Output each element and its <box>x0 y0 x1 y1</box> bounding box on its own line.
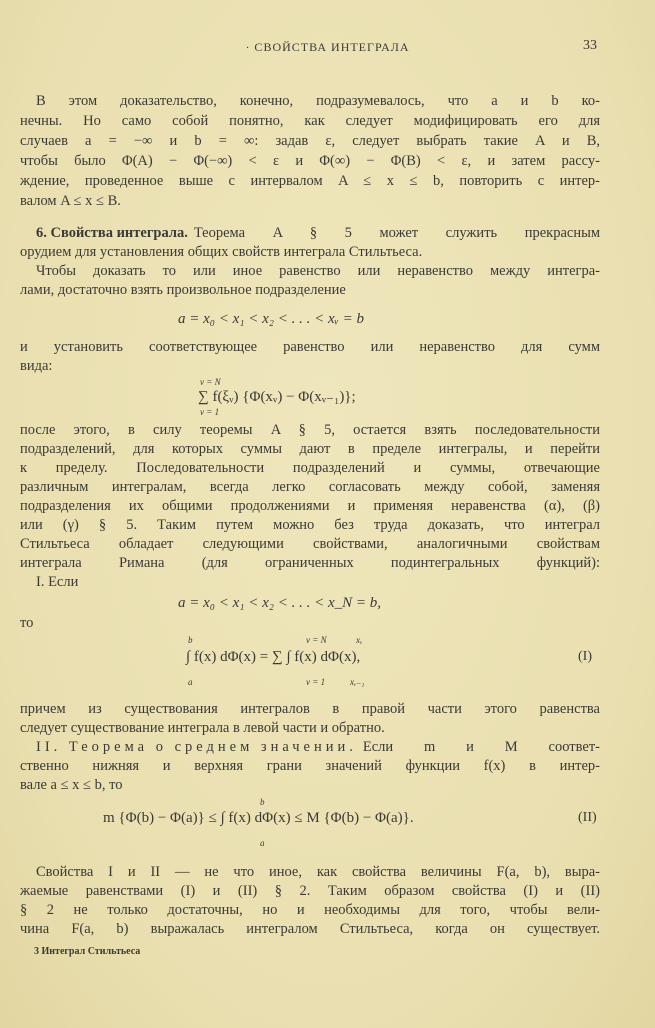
integral-lower-limit: a <box>260 838 265 848</box>
text-line: причем из существования интегралов в правой части этого равенства <box>20 701 600 717</box>
text-line: ственно нижняя и верхняя грани значений функции f(x) в интер- <box>20 758 600 774</box>
sum-expression: ∑ f(ξᵥ) {Φ(xᵥ) − Φ(xᵥ₋₁)}; <box>198 389 356 405</box>
text-line: или (γ) § 5. Таким путем можно без труда доказать, что интеграл <box>20 517 600 533</box>
equation-number: (II) <box>578 810 597 825</box>
text-line: лами, достаточно взять произвольное подразделение <box>20 282 346 298</box>
text-line: Чтобы доказать то или иное равенство или неравенство между интегра- <box>36 263 600 279</box>
integral-upper-limit: xᵥ <box>356 635 363 645</box>
text-line: вида: <box>20 358 53 374</box>
property-label: II. Теорема о среднем значении. <box>36 739 357 755</box>
text-line: орудием для установления общих свойств интеграла Стильтьеса. <box>20 244 423 260</box>
text-line: интеграла Римана (для ограниченных подинтегральных функций): <box>20 555 600 571</box>
text-line: чтобы было Φ(A) − Φ(−∞) < ε и Φ(∞) − Φ(B) < ε, и затем рассу- <box>20 153 600 169</box>
equation-partition-n: a = x₀ < x₁ < x₂ < . . . < x_N = b, <box>178 595 382 611</box>
sum-upper-limit: ν = N <box>306 635 327 645</box>
integral-lower-limit: xᵥ₋₁ <box>350 677 365 687</box>
page-number: 33 <box>583 38 597 53</box>
text-line: подразделения их общими продолжениями и применяя неравенства (α), (β) <box>20 498 600 514</box>
text-line: нечны. Но само собой понятно, как следует модифицировать его для <box>20 113 600 129</box>
property-label: I. Если <box>36 574 79 590</box>
section-heading: 6. Свойства интеграла. <box>36 225 188 241</box>
equation-number: (I) <box>578 649 592 664</box>
sum-lower-limit: ν = 1 <box>306 677 326 687</box>
text-line: вале a ≤ x ≤ b, то <box>20 777 123 793</box>
sum-lower-limit: ν = 1 <box>200 407 220 417</box>
integral-upper-limit: b <box>188 635 193 645</box>
sum-upper-limit: ν = N <box>200 377 221 387</box>
text-line: различным интегралам, всегда легко согласовать между собой, заменяя <box>20 479 600 495</box>
text-line: случаев a = −∞ и b = ∞: задав ε, следует выбрать такие A и B, <box>20 133 600 149</box>
text-line: валом A ≤ x ≤ B. <box>20 193 121 209</box>
equation-additivity: ∫ f(x) dΦ(x) = ∑ ∫ f(x) dΦ(x), <box>186 649 361 665</box>
text-line: § 2 не только достаточны, но и необходимы для того, чтобы вели- <box>20 902 600 918</box>
text-line: то <box>20 615 34 631</box>
integral-lower-limit: a <box>188 677 193 687</box>
text-line: Теорема A § 5 может служить прекрасным <box>193 225 600 241</box>
text-line: ждение, проведенное выше с интервалом A ≤ x ≤ b, повторить с интер- <box>20 173 600 189</box>
text-line: Если m и M соответ- <box>362 739 600 755</box>
equation-mean-value: m {Φ(b) − Φ(a)} ≤ ∫ f(x) dΦ(x) ≤ M {Φ(b) − Φ(a)}. <box>103 810 414 826</box>
text-line: подразделений, для которых суммы дают в пределе интегралы, и перейти <box>20 441 600 457</box>
text-line: и установить соответствующее равенство или неравенство для сумм <box>20 339 600 355</box>
integral-upper-limit: b <box>260 797 265 807</box>
text-line: Стильтьеса обладает следующими свойствами, аналогичными свойствам <box>20 536 600 552</box>
text-line: следует существование интеграла в левой части и обратно. <box>20 720 385 736</box>
text-line: после этого, в силу теоремы A § 5, остается взять последовательности <box>20 422 600 438</box>
equation-partition: a = x₀ < x₁ < x₂ < . . . < xᵥ = b <box>178 311 364 327</box>
text-line: чина F(a, b) выражалась интегралом Стильтьеса, когда он существует. <box>20 921 600 937</box>
text-line: к пределу. Последовательности подразделений и суммы, отвечающие <box>20 460 600 476</box>
text-line: В этом доказательство, конечно, подразумевалось, что a и b ко- <box>36 93 600 109</box>
text-line: жаемые равенствами (I) и (II) § 2. Таким образом свойства (I) и (II) <box>20 883 600 899</box>
text-line: Свойства I и II — не что иное, как свойства величины F(a, b), выра- <box>36 864 600 880</box>
running-header: · СВОЙСТВА ИНТЕГРАЛА <box>245 40 410 54</box>
signature-footer: 3 Интеграл Стильтьеса <box>34 946 141 957</box>
